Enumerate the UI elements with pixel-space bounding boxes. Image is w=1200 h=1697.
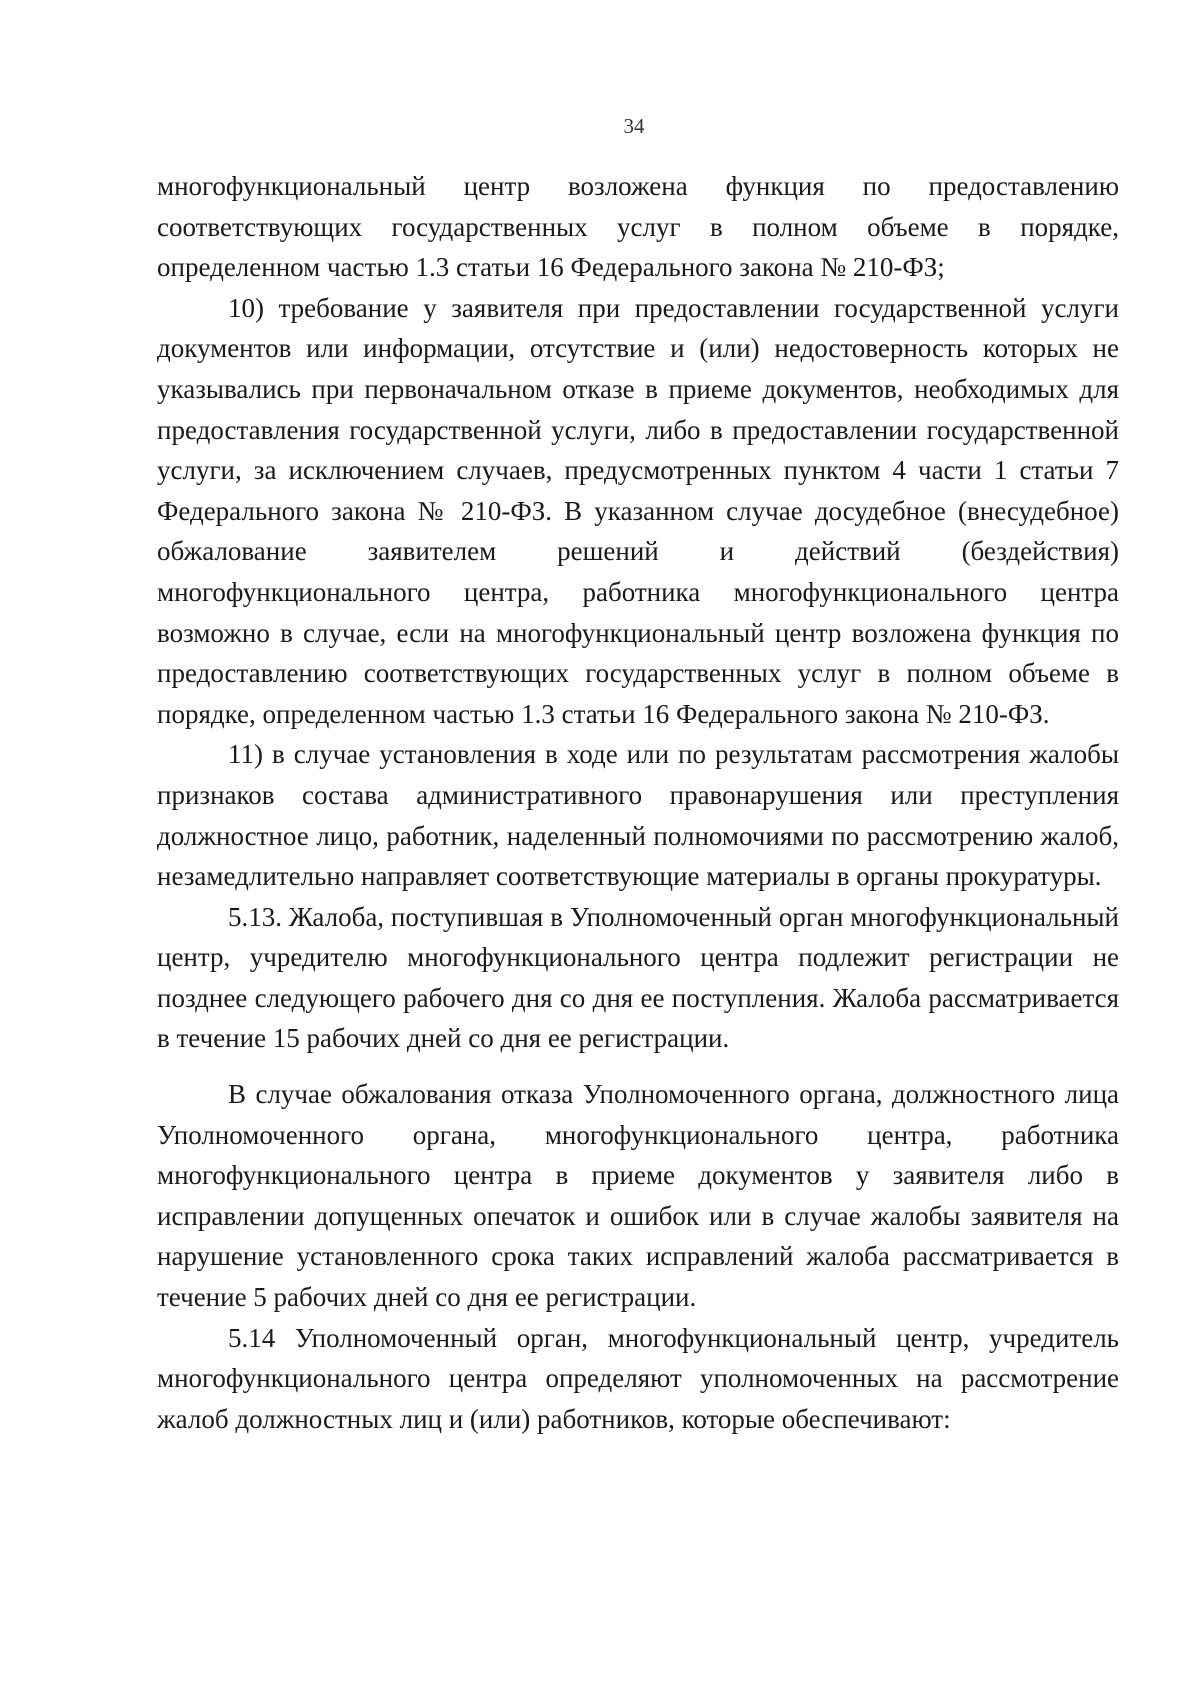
- paragraph-item-11: 11) в случае установления в ходе или по результатам рассмотрения жалобы признаков состава административного правонарушения или преступления должностное лицо, работник, наделенный полномочиями по рассмотрению жалоб, незамедлительно направляет соответствующие материалы в органы прокуратуры.: [157, 739, 1119, 892]
- paragraph-item-10: 10) требование у заявителя при предоставлении государственной услуги документов или информации, отсутствие и (или) недостоверность которых не указывались при первоначальном отказе в приеме документов, необходимых для предоставления государственной услуги, либо в предоставлении государственной услуги, за исключением случаев, предусмотренных пунктом 4 части 1 статьи 7 Федерального закона № 210-ФЗ. В указанном случае досудебное (внесудебное) обжалование заявителем решений и действий (бездействия) многофункционального центра, работника многофункционального центра возможно в случае, если на многофункциональный центр возложена функция по предоставлению соответствующих государственных услуг в полном объеме в порядке, определенном частью 1.3 статьи 16 Федерального закона № 210-ФЗ.: [157, 292, 1119, 729]
- paragraph-5-13: 5.13. Жалоба, поступившая в Уполномоченный орган многофункциональный центр, учредителю многофункционального центра подлежит регистрации не позднее следующего рабочего дня со дня ее поступления. Жалоба рассматривается в течение 15 рабочих дней со дня ее регистрации.: [157, 901, 1119, 1054]
- paragraph-continuation: многофункциональный центр возложена функция по предоставлению соответствующих государственных услуг в полном объеме в порядке, определенном частью 1.3 статьи 16 Федерального закона № 210-ФЗ;: [157, 171, 1119, 283]
- paragraph-refusal: В случае обжалования отказа Уполномоченного органа, должностного лица Уполномоченного органа, многофункционального центра, работника многофункционального центра в приеме документов у заявителя либо в исправлении допущенных опечаток и ошибок или в случае жалобы заявителя на нарушение установленного срока таких исправлений жалоба рассматривается в течение 5 рабочих дней со дня ее регистрации.: [157, 1079, 1119, 1313]
- page-number: 34: [623, 114, 645, 138]
- paragraph-5-14: 5.14 Уполномоченный орган, многофункциональный центр, учредитель многофункционального центра определяют уполномоченных на рассмотрение жалоб должностных лиц и (или) работников, которые обеспечивают:: [157, 1322, 1119, 1434]
- document-body: [157, 166, 1119, 1439]
